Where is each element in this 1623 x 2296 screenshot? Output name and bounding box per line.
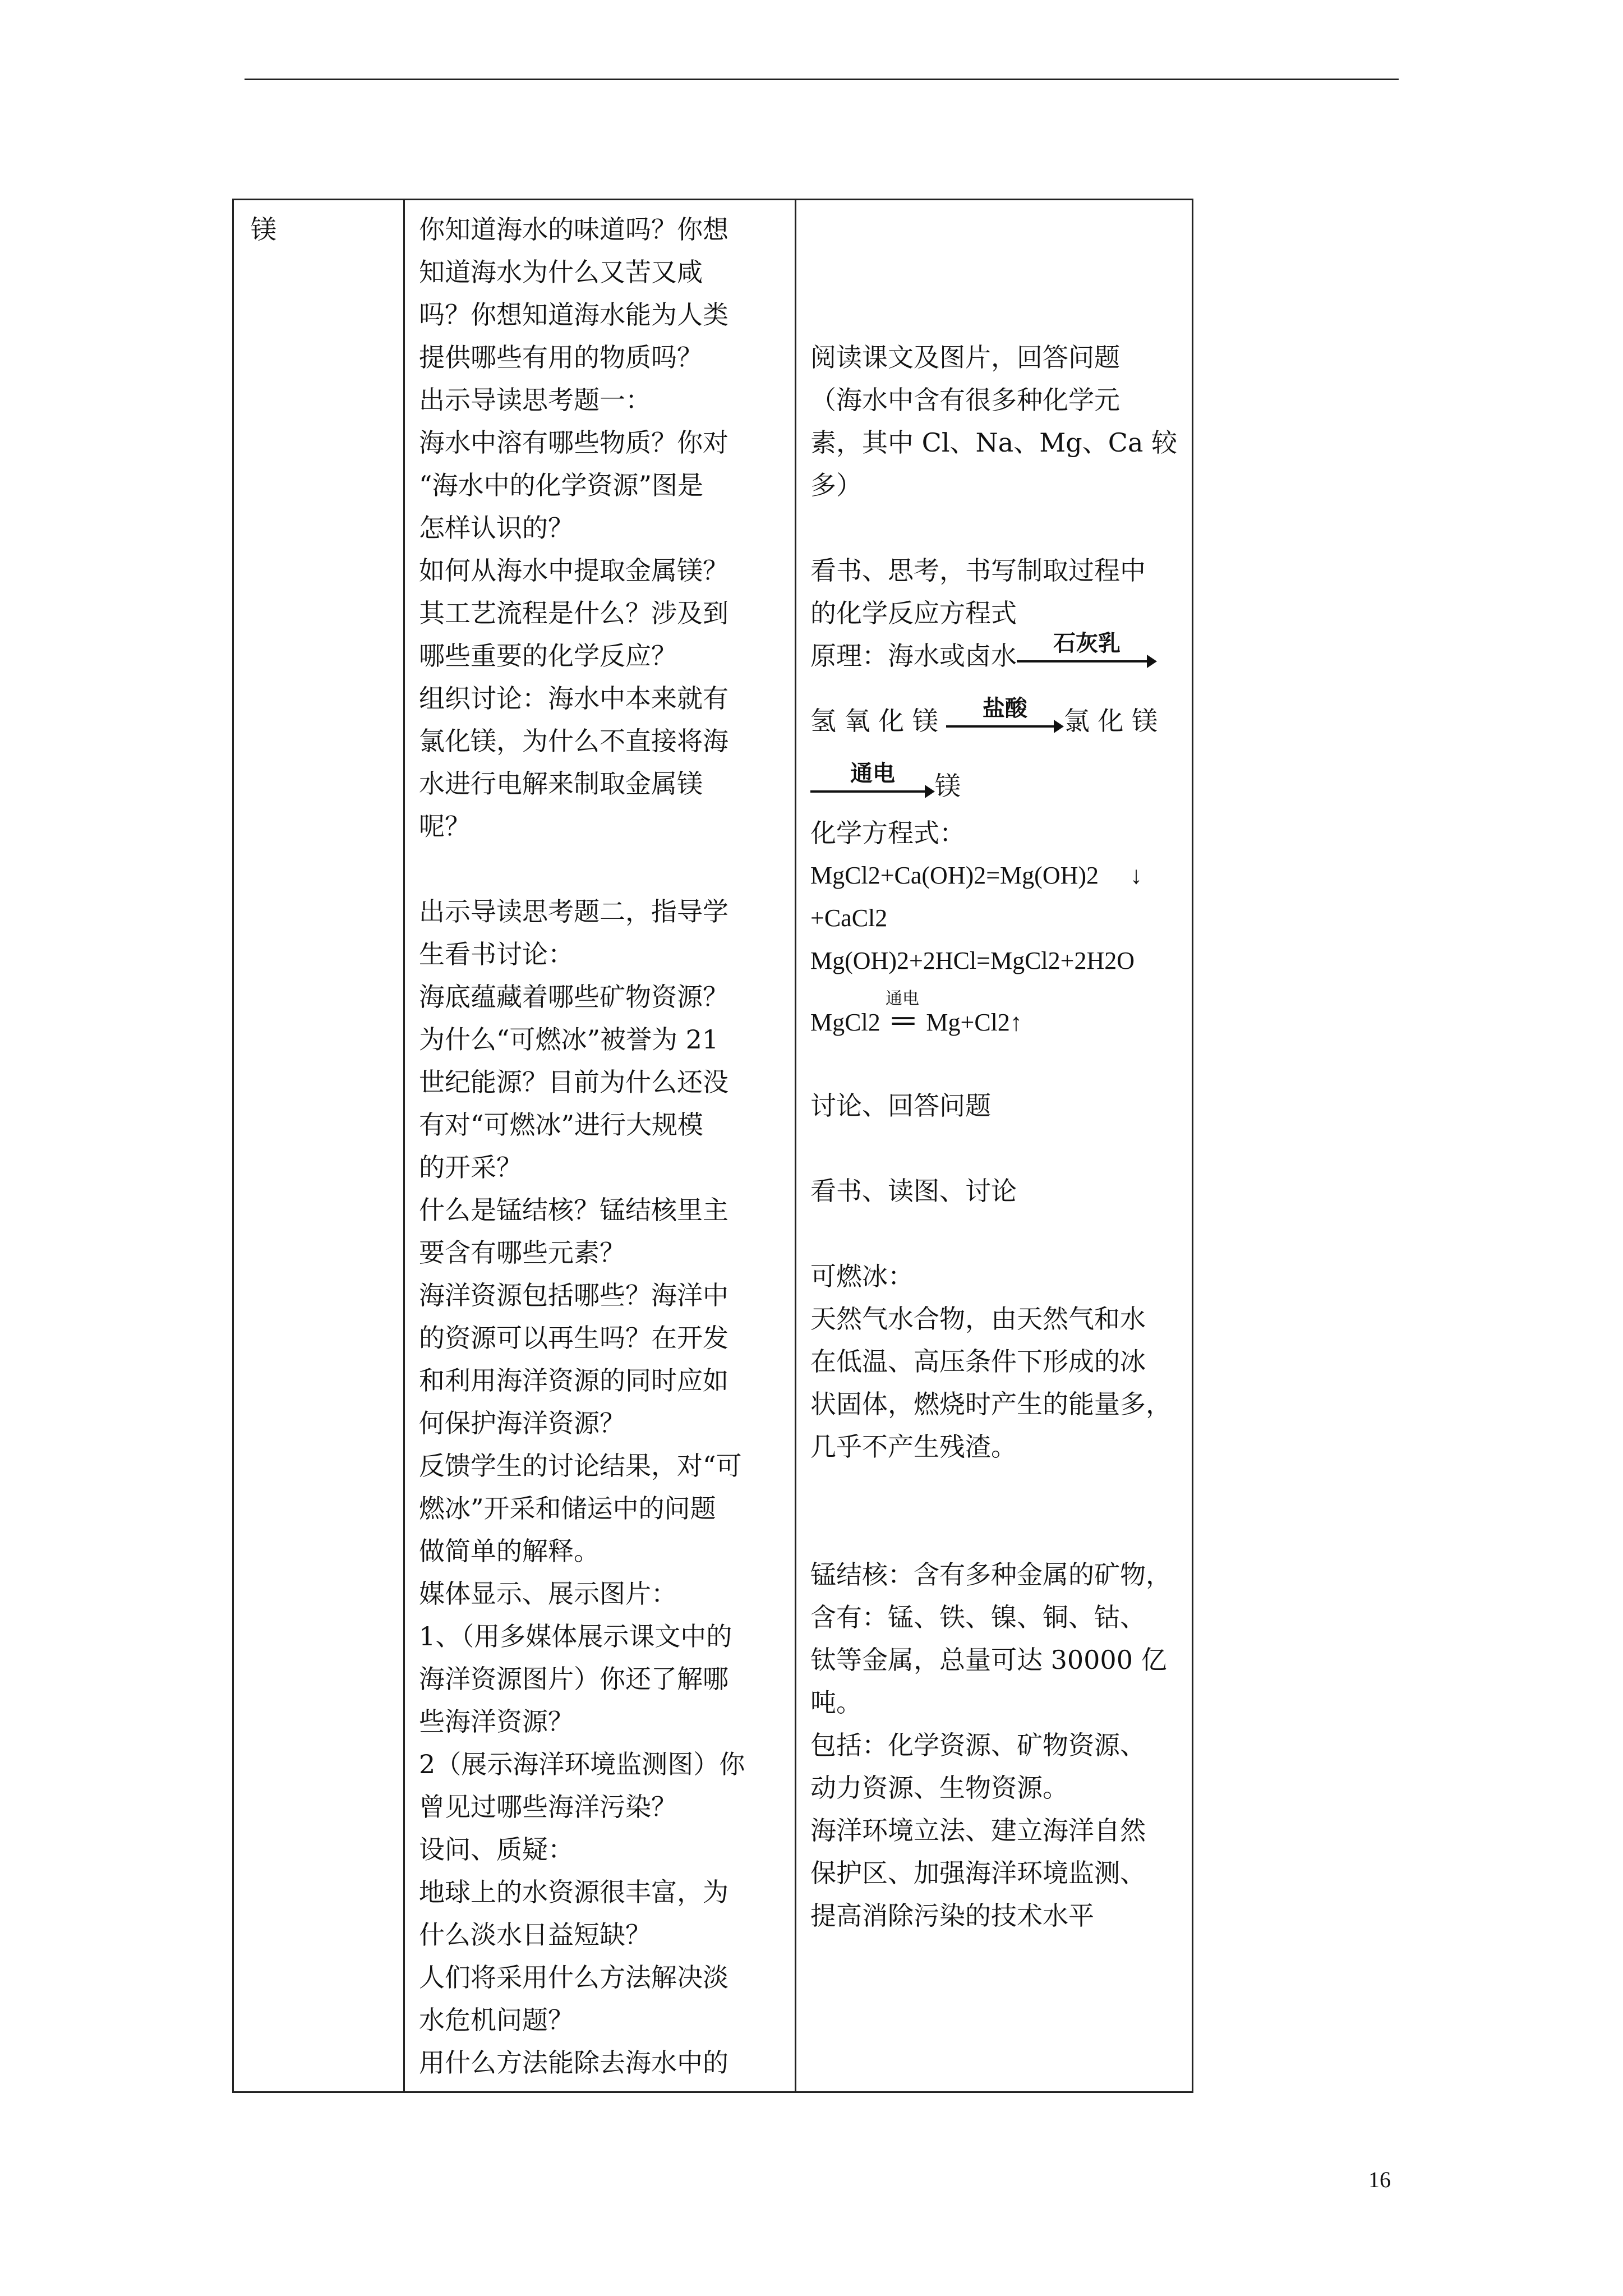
teacher-text-line: 世纪能源？目前为什么还没 (419, 1067, 728, 1097)
teacher-text-line: 什么是锰结核？锰结核里主 (419, 1195, 728, 1225)
read-answer-line: 素，其中 Cl、Na、Mg、Ca 较 (810, 427, 1177, 458)
discuss-text: 讨论、回答问题 (810, 1091, 991, 1121)
ice-description (810, 1297, 1181, 1468)
resources-include-text (810, 1724, 1181, 1809)
arrow-hydrochloric-acid: 盐酸 (946, 700, 1064, 742)
header-rule (245, 79, 1399, 80)
page-number: 16 (1368, 2167, 1391, 2192)
include-line: 包括：化学资源、矿物资源、 (810, 1730, 1146, 1760)
protect-line: 提高消除污染的技术水平 (810, 1901, 1094, 1931)
teacher-text-line: 出示导读思考题一： (419, 385, 651, 415)
ice-line: 在低温、高压条件下形成的冰 (810, 1346, 1146, 1377)
equation-title: 化学方程式： (810, 818, 965, 848)
nodule-line: 含有：锰、铁、镍、铜、钴、 (810, 1602, 1146, 1632)
ice-title: 可燃冰： (810, 1261, 914, 1291)
process-line-2: 氢 氧 化 镁 盐酸 氯 化 镁 (810, 700, 1181, 742)
teacher-text-line: 要含有哪些元素？ (419, 1237, 625, 1268)
teacher-text-line (419, 848, 783, 890)
teacher-text-line: 提供哪些有用的物质吗？ (419, 342, 703, 372)
teacher-text-line: 2（展示海洋环境监测图）你 (419, 1749, 745, 1779)
teacher-text-line: 呢？ (419, 811, 471, 841)
teacher-text-line: 水危机问题？ (419, 2005, 574, 2035)
column-divider-2 (795, 200, 796, 2091)
teacher-text-line: 海水中溶有哪些物质？你对 (419, 427, 728, 458)
equation-1a: MgCl2+Ca(OH)2=Mg(OH)2 ↓ (810, 862, 1143, 889)
nodule-line: 钛等金属，总量可达 30000 亿 (810, 1645, 1167, 1675)
equation-2: Mg(OH)2+2HCl=MgCl2+2H2O (810, 947, 1135, 974)
teacher-text-line: 媒体显示、展示图片： (419, 1579, 677, 1609)
teacher-text-line: 何保护海洋资源？ (419, 1408, 625, 1438)
teacher-text-line: 海底蕴藏着哪些矿物资源？ (419, 982, 728, 1012)
ice-line: 几乎不产生残渣。 (810, 1432, 1017, 1462)
teacher-text-line: 的资源可以再生吗？在开发 (419, 1323, 728, 1353)
protect-line: 海洋环境立法、建立海洋自然 (810, 1815, 1146, 1846)
teacher-text-line: 人们将采用什么方法解决淡 (419, 1962, 728, 1993)
teacher-text-line: 什么淡水日益短缺？ (419, 1920, 651, 1950)
teacher-text-line: 反馈学生的讨论结果，对“可 (419, 1451, 742, 1481)
teacher-text-line: 生看书讨论： (419, 939, 574, 969)
protection-text (810, 1809, 1181, 1937)
read-answer-line: 多） (810, 470, 862, 500)
column-divider-1 (403, 200, 405, 2091)
ice-line: 天然气水合物，由天然气和水 (810, 1304, 1146, 1334)
teacher-text-line: 其工艺流程是什么？涉及到 (419, 598, 728, 628)
teacher-activity-cell (419, 208, 783, 2084)
teacher-text-line: 出示导读思考题二，指导学 (419, 896, 728, 927)
nodule-line: 锰结核：含有多种金属的矿物， (810, 1559, 1172, 1590)
teacher-text-line: 1、（用多媒体展示课文中的 (419, 1621, 732, 1651)
nodule-description (810, 1553, 1181, 1724)
teacher-text-line: 吗？你想知道海水能为人类 (419, 300, 728, 330)
think-write-line: 看书、思考，书写制取过程中 (810, 555, 1146, 586)
process-line-1: 原理：海水或卤水 石灰乳 (810, 634, 1181, 677)
read-discuss-text: 看书、读图、讨论 (810, 1176, 1017, 1206)
teacher-text-line: 海洋资源包括哪些？海洋中 (419, 1280, 728, 1310)
teacher-text-line: 为什么“可燃冰”被誉为 21 (419, 1024, 719, 1055)
protect-line: 保护区、加强海洋环境监测、 (810, 1858, 1146, 1888)
process-line-3: 通电 镁 (810, 765, 1181, 807)
teacher-text-line: 如何从海水中提取金属镁？ (419, 555, 728, 586)
teacher-text-line: 些海洋资源？ (419, 1706, 574, 1737)
teacher-text-line: 的开采？ (419, 1152, 522, 1182)
think-write-line: 的化学反应方程式 (810, 598, 1017, 628)
teacher-text-line: 做简单的解释。 (419, 1536, 600, 1566)
read-answer-text (810, 336, 1181, 507)
teacher-text-line: 怎样认识的？ (419, 513, 574, 543)
read-answer-line: 阅读课文及图片，回答问题 (810, 342, 1120, 372)
ice-line: 状固体，燃烧时产生的能量多， (810, 1389, 1172, 1419)
nodule-line: 吨。 (810, 1687, 862, 1718)
equation-1b: +CaCl2 (810, 904, 888, 932)
teacher-text-line: 曾见过哪些海洋污染？ (419, 1792, 677, 1822)
teacher-text-line: “海水中的化学资源”图是 (419, 470, 704, 500)
teacher-text-line: 地球上的水资源很丰富，为 (419, 1877, 728, 1907)
teacher-text-line: 你知道海水的味道吗？你想 (419, 214, 728, 245)
teacher-text-line: 哪些重要的化学反应？ (419, 641, 677, 671)
student-activity-cell (810, 208, 1181, 1937)
teacher-text-line: 燃冰”开采和储运中的问题 (419, 1493, 716, 1524)
teacher-text-line: 水进行电解来制取金属镁 (419, 769, 703, 799)
teacher-text-line: 和利用海洋资源的同时应如 (419, 1365, 728, 1396)
equation-3-condition: 通电 (886, 989, 919, 1009)
arrow-electrolysis: 通电 (810, 765, 935, 807)
topic-label: 镁 (251, 214, 276, 245)
lesson-table (232, 199, 1193, 2093)
teacher-text-line: 设问、质疑： (419, 1834, 574, 1865)
teacher-text-line: 海洋资源图片）你还了解哪 (419, 1664, 728, 1694)
read-answer-line: （海水中含有很多种化学元 (810, 385, 1120, 415)
include-line: 动力资源、生物资源。 (810, 1773, 1068, 1803)
topic-cell (251, 208, 276, 251)
teacher-text-line: 氯化镁，为什么不直接将海 (419, 726, 728, 756)
teacher-text-line: 知道海水为什么又苦又咸 (419, 257, 703, 287)
equation-3: 通电 MgCl2 ═ Mg+Cl2↑ (810, 999, 1181, 1042)
arrow-lime-milk: 石灰乳 (1017, 634, 1157, 677)
teacher-text-line: 有对“可燃冰”进行大规模 (419, 1110, 704, 1140)
teacher-text-line: 组织讨论：海水中本来就有 (419, 683, 728, 714)
teacher-text-line: 用什么方法能除去海水中的 (419, 2047, 728, 2078)
